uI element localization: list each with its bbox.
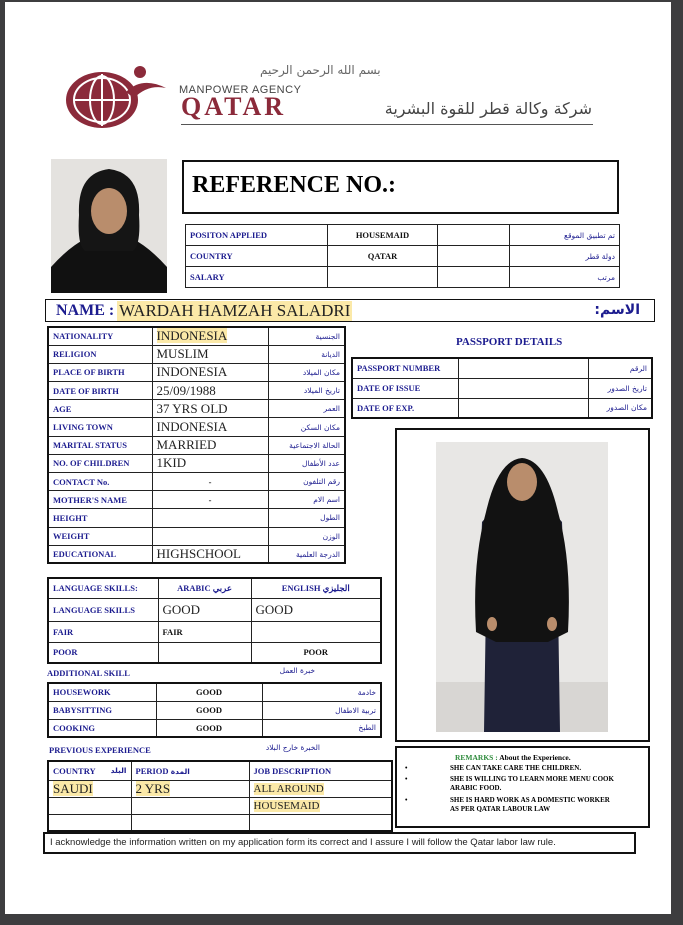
salary-value: [328, 267, 438, 288]
arabic-skill-value: GOOD: [158, 598, 251, 621]
personal-label-ar: عدد الأطفال: [268, 454, 345, 472]
name-label: NAME :: [56, 302, 115, 319]
table-row: [48, 509, 345, 527]
english-head: ENGLISH الجليزي: [251, 578, 381, 598]
personal-value: MUSLIM: [152, 345, 268, 363]
language-row-label: LANGUAGE SKILLS: [48, 598, 158, 621]
arabic-poor-value: [158, 642, 251, 663]
additional-label-ar: تربية الاطفال: [262, 701, 381, 719]
passport-value: [458, 398, 588, 418]
header-underline: [181, 124, 593, 125]
col-period-ar: المدة: [170, 766, 190, 776]
english-poor-value: POOR: [251, 642, 381, 663]
remarks-title: REMARKS :: [455, 753, 498, 762]
english-skill-value: GOOD: [251, 598, 381, 621]
table-row: [48, 545, 345, 563]
agency-name-small: MANPOWER AGENCY: [179, 84, 302, 96]
passport-label-ar: الرقم: [588, 358, 652, 378]
personal-value: INDONESIA: [152, 418, 268, 436]
country-value: QATAR: [328, 246, 438, 267]
table-row: [48, 642, 381, 663]
personal-label-ar: مكان الميلاد: [268, 363, 345, 381]
experience-country: SAUDI: [53, 780, 93, 796]
agency-logo: [60, 62, 170, 132]
table-row: [186, 225, 620, 246]
application-form-page: [5, 2, 671, 914]
col-period: PERIOD: [135, 765, 169, 776]
passport-value: [458, 358, 588, 378]
personal-label: AGE: [48, 400, 152, 418]
personal-label: CONTACT No.: [48, 473, 152, 491]
experience-job-line2: HOUSEMAID: [253, 799, 320, 812]
arabic-fair-value: FAIR: [158, 621, 251, 642]
personal-value-text: INDONESIA: [156, 328, 228, 344]
table-row: [48, 363, 345, 381]
additional-value: GOOD: [156, 683, 262, 701]
position-table: [185, 224, 620, 288]
personal-value: [152, 527, 268, 545]
personal-label-ar: مكان السكن: [268, 418, 345, 436]
personal-value: -: [152, 491, 268, 509]
fair-label: FAIR: [48, 621, 158, 642]
table-row: [186, 267, 620, 288]
personal-label: PLACE OF BIRTH: [48, 363, 152, 381]
acknowledgement-text: I acknowledge the information written on my application form its correct and I assure I will follow the Qatar labor law rule.: [50, 837, 556, 848]
table-row: [352, 358, 652, 378]
table-row: [352, 398, 652, 418]
table-row: [48, 418, 345, 436]
applicant-name: WARDAH HAMZAH SALADRI: [119, 301, 351, 320]
position-label-ar: تم تطبيق الموقع: [510, 225, 620, 246]
arabic-head: ARABIC عربي: [158, 578, 251, 598]
name-bar: [45, 299, 655, 322]
additional-label: BABYSITTING: [48, 701, 156, 719]
personal-label-ar: الدرجة العلمية: [268, 545, 345, 563]
personal-label: NATIONALITY: [48, 327, 152, 345]
table-row: [48, 598, 381, 621]
table-row: [48, 345, 345, 363]
col-job: JOB DESCRIPTION: [249, 761, 392, 780]
headshot-photo: [51, 159, 167, 293]
personal-label-ar: رقم التلفون: [268, 473, 345, 491]
table-row: [48, 436, 345, 454]
passport-label-ar: مكان الصدور: [588, 398, 652, 418]
personal-value: HIGHSCHOOL: [152, 545, 268, 563]
country-label: COUNTRY: [186, 246, 328, 267]
personal-value: [152, 509, 268, 527]
acknowledgement-box: [43, 832, 636, 854]
personal-value: MARRIED: [152, 436, 268, 454]
country-label-ar: دولة قطر: [510, 246, 620, 267]
personal-value: 1KID: [152, 454, 268, 472]
personal-label-ar: تاريخ الميلاد: [268, 382, 345, 400]
table-row: [48, 761, 392, 780]
bismillah-text: بسم الله الرحمن الرحيم: [260, 63, 381, 77]
personal-label: HEIGHT: [48, 509, 152, 527]
table-row: [48, 491, 345, 509]
english-fair-value: [251, 621, 381, 642]
table-row: [48, 780, 392, 797]
position-label: POSITON APPLIED: [186, 225, 328, 246]
poor-label: POOR: [48, 642, 158, 663]
additional-skill-table: [47, 682, 382, 738]
experience-job-line1: ALL AROUND: [253, 782, 324, 795]
passport-table: [351, 357, 653, 419]
personal-label: DATE OF BIRTH: [48, 382, 152, 400]
personal-label: MARITAL STATUS: [48, 436, 152, 454]
table-row: [48, 701, 381, 719]
table-row: [48, 814, 392, 831]
personal-value: 37 YRS OLD: [152, 400, 268, 418]
agency-name-big: QATAR: [181, 92, 287, 121]
table-row: [48, 327, 345, 345]
personal-value: -: [152, 473, 268, 491]
personal-label-ar: الحالة الاجتماعية: [268, 436, 345, 454]
passport-title: PASSPORT DETAILS: [456, 336, 563, 348]
full-body-photo: [436, 442, 608, 732]
table-row: [48, 797, 392, 814]
table-row: [186, 246, 620, 267]
reference-label: REFERENCE NO.:: [192, 172, 397, 198]
table-row: [48, 400, 345, 418]
additional-label: HOUSEWORK: [48, 683, 156, 701]
additional-label: COOKING: [48, 719, 156, 737]
personal-value: [152, 327, 268, 345]
table-row: [48, 454, 345, 472]
passport-label: PASSPORT NUMBER: [352, 358, 458, 378]
table-row: [48, 683, 381, 701]
personal-value: INDONESIA: [152, 363, 268, 381]
personal-label-ar: الجنسية: [268, 327, 345, 345]
personal-label-ar: الطول: [268, 509, 345, 527]
additional-value: GOOD: [156, 719, 262, 737]
reference-box: [182, 160, 619, 214]
table-row: [48, 578, 381, 598]
additional-label-ar: خادمة: [262, 683, 381, 701]
additional-value: GOOD: [156, 701, 262, 719]
experience-table: [47, 760, 393, 832]
name-label-ar: الاسم:: [594, 302, 640, 318]
language-skills-table: [47, 577, 382, 664]
salary-label-ar: مرتب: [510, 267, 620, 288]
previous-experience-title-ar: الخبرة خارج البلاد: [265, 743, 320, 752]
personal-label-ar: الوزن: [268, 527, 345, 545]
agency-name-arabic: شركة وكالة قطر للقوة البشرية: [384, 99, 592, 118]
personal-label: WEIGHT: [48, 527, 152, 545]
table-row: [48, 527, 345, 545]
additional-label-ar: الطبخ: [262, 719, 381, 737]
personal-label: MOTHER'S NAME: [48, 491, 152, 509]
passport-value: [458, 378, 588, 398]
personal-label-ar: العمر: [268, 400, 345, 418]
table-row: [48, 719, 381, 737]
table-row: [48, 621, 381, 642]
personal-details-table: [47, 326, 346, 564]
personal-label: RELIGION: [48, 345, 152, 363]
salary-label: SALARY: [186, 267, 328, 288]
additional-skill-title-ar: خبرة العمل: [279, 666, 315, 675]
col-country-ar: البلد: [110, 765, 127, 775]
personal-label: NO. OF CHILDREN: [48, 454, 152, 472]
personal-label: EDUCATIONAL: [48, 545, 152, 563]
personal-label: LIVING TOWN: [48, 418, 152, 436]
full-body-photo-frame: [395, 428, 650, 742]
passport-label: DATE OF ISSUE: [352, 378, 458, 398]
position-value: HOUSEMAID: [328, 225, 438, 246]
remarks-title-rest: About the Experience.: [499, 753, 571, 762]
language-head-label: LANGUAGE SKILLS:: [48, 578, 158, 598]
personal-label-ar: الديانة: [268, 345, 345, 363]
additional-skill-title: ADDITIONAL SKILL: [47, 668, 130, 678]
passport-label-ar: تاريخ الصدور: [588, 378, 652, 398]
table-row: [48, 473, 345, 491]
remarks-box: REMARKS : About the Experience. • SHE CAN TAKE CARE THE CHILDREN. • SHE IS WILLING TO LEARN MORE MENU COOK ARABIC FOOD. • SHE IS HARD WORK AS A DOMESTIC WORKER AS PER QATAR LABOUR LAW: [395, 746, 650, 828]
table-row: [48, 382, 345, 400]
table-row: [352, 378, 652, 398]
personal-label-ar: اسم الام: [268, 491, 345, 509]
previous-experience-title: PREVIOUS EXPERIENCE: [49, 745, 151, 755]
personal-value: 25/09/1988: [152, 382, 268, 400]
passport-label: DATE OF EXP.: [352, 398, 458, 418]
col-country: COUNTRY: [53, 765, 96, 776]
experience-period: 2 YRS: [135, 780, 171, 796]
